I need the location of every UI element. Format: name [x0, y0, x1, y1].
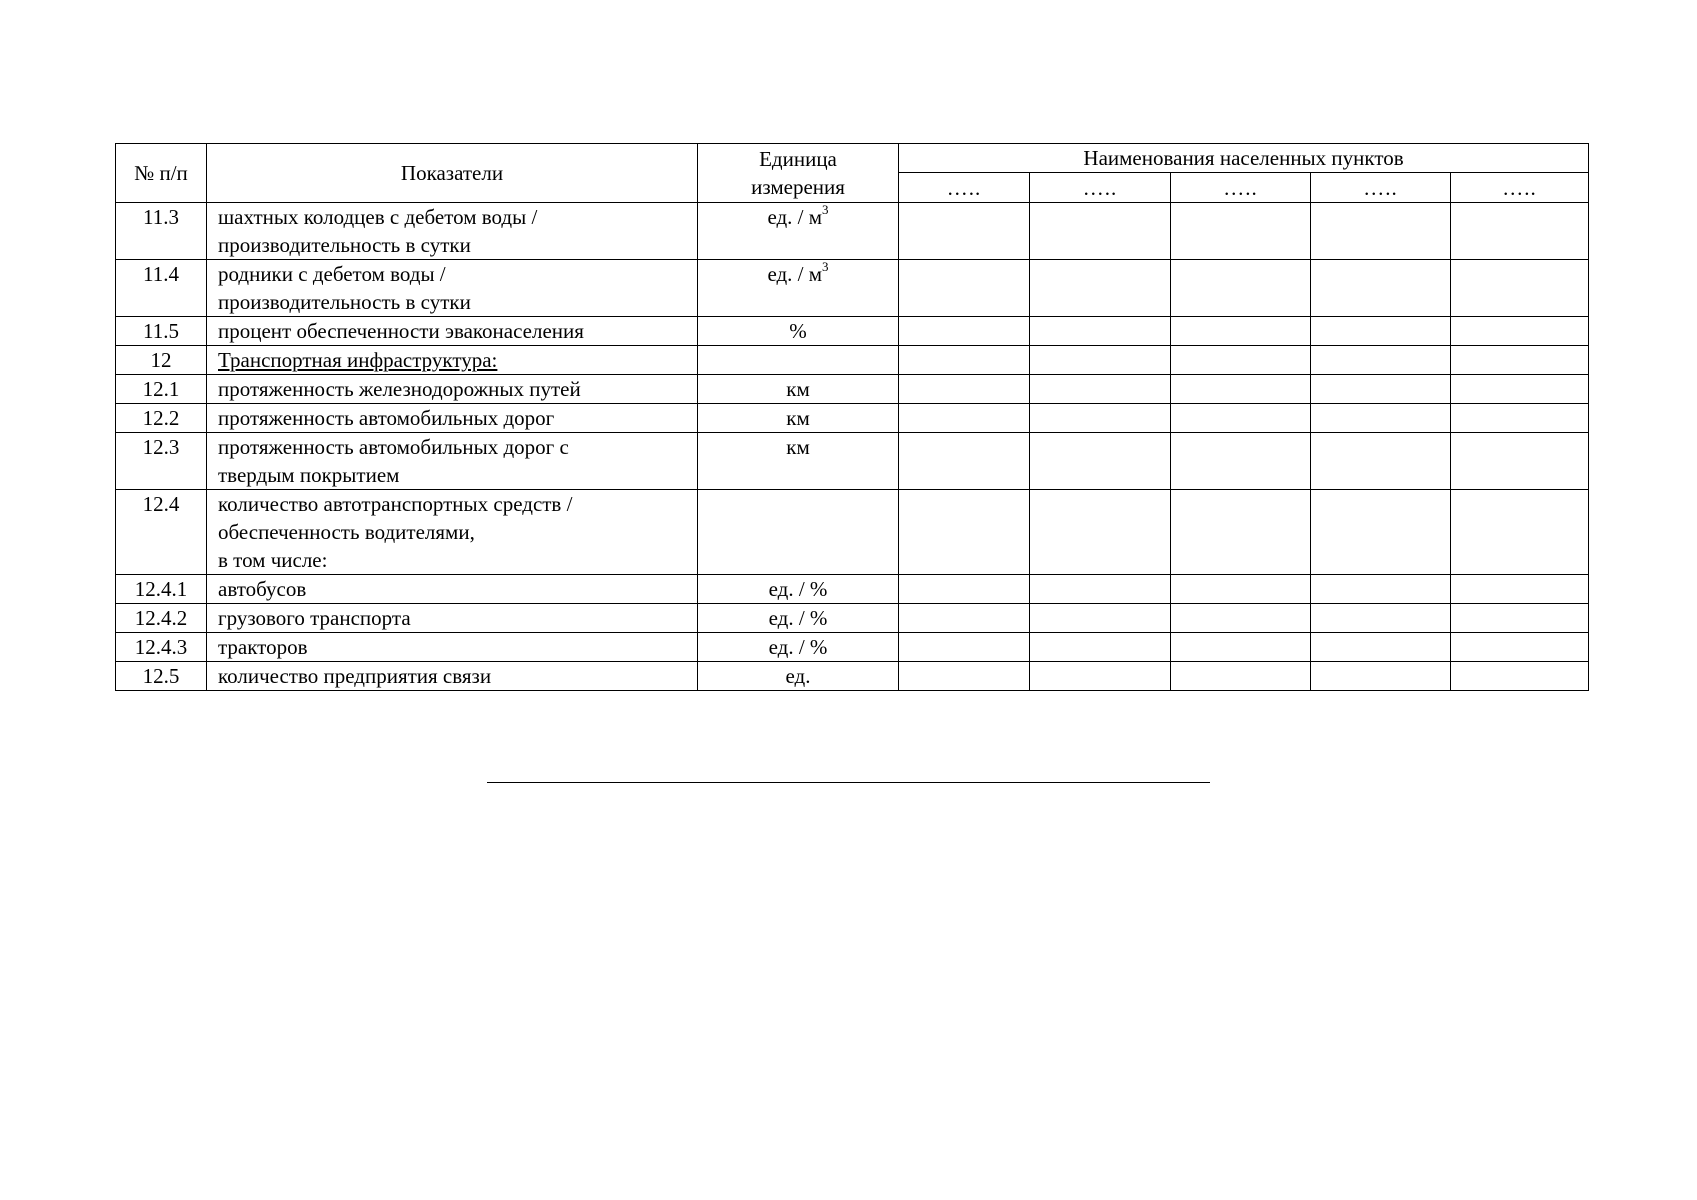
- unit-text: ед. / %: [768, 577, 828, 601]
- indicator-line: [218, 346, 697, 374]
- settlement-value-cell[interactable]: [1030, 404, 1171, 433]
- row-unit: [698, 317, 899, 346]
- row-indicator: [207, 433, 698, 490]
- row-unit: [698, 604, 899, 633]
- settlement-value-cell[interactable]: [1311, 404, 1451, 433]
- settlement-value-cell[interactable]: [1311, 260, 1451, 317]
- settlement-value-cell[interactable]: [1171, 317, 1311, 346]
- settlement-value-cell[interactable]: [899, 317, 1030, 346]
- settlement-value-cell[interactable]: [899, 604, 1030, 633]
- settlement-value-cell[interactable]: [899, 575, 1030, 604]
- settlement-value-cell[interactable]: [1451, 404, 1589, 433]
- header-unit-line2: измерения: [751, 175, 845, 199]
- table-row: [116, 633, 1589, 662]
- row-number: 12.5: [116, 662, 207, 691]
- row-number: 12.4.3: [116, 633, 207, 662]
- row-number: 12.2: [116, 404, 207, 433]
- settlement-value-cell[interactable]: [1451, 433, 1589, 490]
- settlement-value-cell[interactable]: [899, 433, 1030, 490]
- settlement-value-cell[interactable]: [1451, 346, 1589, 375]
- table-header: [116, 144, 1589, 203]
- unit-text: км: [786, 435, 810, 459]
- settlement-placeholder: …..: [899, 173, 1030, 203]
- unit-text: ед. / %: [768, 635, 828, 659]
- indicator-line: твердым покрытием: [218, 463, 400, 487]
- settlement-value-cell[interactable]: [1030, 662, 1171, 691]
- indicator-line: процент обеспеченности эваконаселения: [218, 319, 584, 343]
- settlement-value-cell[interactable]: [1451, 317, 1589, 346]
- settlement-value-cell[interactable]: [1171, 662, 1311, 691]
- header-indicator: Показатели: [207, 144, 698, 203]
- settlement-value-cell[interactable]: [1030, 317, 1171, 346]
- settlement-placeholder: …..: [1171, 173, 1311, 203]
- settlement-value-cell[interactable]: [1311, 490, 1451, 575]
- row-indicator: [207, 346, 698, 375]
- settlement-value-cell[interactable]: [899, 633, 1030, 662]
- settlement-value-cell[interactable]: [1030, 375, 1171, 404]
- settlement-value-cell[interactable]: [899, 260, 1030, 317]
- settlement-value-cell[interactable]: [1030, 433, 1171, 490]
- indicators-table: [115, 143, 1589, 691]
- settlement-value-cell[interactable]: [899, 662, 1030, 691]
- table-row: [116, 317, 1589, 346]
- table-body: [116, 203, 1589, 691]
- row-unit: [698, 346, 899, 375]
- row-unit: [698, 433, 899, 490]
- settlement-placeholder: …..: [1030, 173, 1171, 203]
- row-number: 11.3: [116, 203, 207, 260]
- table-row: [116, 490, 1589, 575]
- row-indicator: [207, 317, 698, 346]
- settlement-value-cell[interactable]: [1030, 346, 1171, 375]
- unit-text: ед.: [785, 664, 811, 688]
- settlement-value-cell[interactable]: [1030, 633, 1171, 662]
- settlement-value-cell[interactable]: [1311, 203, 1451, 260]
- settlement-value-cell[interactable]: [1451, 203, 1589, 260]
- settlement-value-cell[interactable]: [1311, 633, 1451, 662]
- row-unit: [698, 404, 899, 433]
- indicator-line: автобусов: [218, 577, 307, 601]
- table-row: [116, 404, 1589, 433]
- settlement-value-cell[interactable]: [899, 346, 1030, 375]
- indicator-line: количество предприятия связи: [218, 664, 492, 688]
- row-indicator: [207, 490, 698, 575]
- settlement-value-cell[interactable]: [1451, 575, 1589, 604]
- row-number: 11.5: [116, 317, 207, 346]
- indicator-line: обеспеченность водителями,: [218, 520, 475, 544]
- table-row: [116, 604, 1589, 633]
- settlement-value-cell[interactable]: [1311, 604, 1451, 633]
- row-number: 12.4.2: [116, 604, 207, 633]
- row-unit: [698, 575, 899, 604]
- indicator-line: в том числе:: [218, 548, 328, 572]
- settlement-value-cell[interactable]: [899, 375, 1030, 404]
- row-indicator: [207, 575, 698, 604]
- settlement-value-cell[interactable]: [1171, 203, 1311, 260]
- settlement-value-cell[interactable]: [1030, 575, 1171, 604]
- indicator-line: производительность в сутки: [218, 233, 471, 257]
- row-indicator: [207, 662, 698, 691]
- indicator-line: родники с дебетом воды /: [218, 262, 446, 286]
- settlement-value-cell[interactable]: [899, 203, 1030, 260]
- row-unit: [698, 633, 899, 662]
- indicator-line: количество автотранспортных средств /: [218, 492, 573, 516]
- indicator-line: шахтных колодцев с дебетом воды /: [218, 205, 538, 229]
- unit-superscript: 3: [822, 202, 829, 217]
- row-unit: [698, 260, 899, 317]
- settlement-value-cell[interactable]: [1171, 633, 1311, 662]
- table-row: [116, 346, 1589, 375]
- settlement-value-cell[interactable]: [1171, 575, 1311, 604]
- settlement-value-cell[interactable]: [1451, 260, 1589, 317]
- settlement-value-cell[interactable]: [1171, 490, 1311, 575]
- unit-text: %: [789, 319, 807, 343]
- header-row-1: [116, 144, 1589, 173]
- indicator-line: грузового транспорта: [218, 606, 411, 630]
- row-indicator: [207, 203, 698, 260]
- indicator-line: протяженность автомобильных дорог с: [218, 435, 569, 459]
- settlement-value-cell[interactable]: [1311, 346, 1451, 375]
- header-unit-line1: Единица: [759, 147, 837, 171]
- row-number: 12.4.1: [116, 575, 207, 604]
- header-num: № п/п: [116, 144, 207, 203]
- settlement-value-cell[interactable]: [1311, 433, 1451, 490]
- row-number: 12.3: [116, 433, 207, 490]
- row-unit: [698, 375, 899, 404]
- table-row: [116, 375, 1589, 404]
- indicator-line: тракторов: [218, 635, 308, 659]
- settlement-placeholder: …..: [1451, 173, 1589, 203]
- settlement-value-cell[interactable]: [1030, 604, 1171, 633]
- settlement-value-cell[interactable]: [1030, 260, 1171, 317]
- settlement-value-cell[interactable]: [1171, 404, 1311, 433]
- row-unit: [698, 203, 899, 260]
- settlement-value-cell[interactable]: [1171, 433, 1311, 490]
- unit-text: ед. / м: [767, 262, 823, 286]
- settlement-value-cell[interactable]: [1030, 490, 1171, 575]
- row-indicator: [207, 604, 698, 633]
- indicator-line: протяженность автомобильных дорог: [218, 406, 555, 430]
- table-row: [116, 203, 1589, 260]
- header-settlements: Наименования населенных пунктов: [899, 144, 1589, 173]
- settlement-value-cell[interactable]: [1451, 375, 1589, 404]
- settlement-value-cell[interactable]: [899, 404, 1030, 433]
- settlement-value-cell[interactable]: [1311, 575, 1451, 604]
- row-number: 12: [116, 346, 207, 375]
- header-unit: [698, 144, 899, 203]
- settlement-value-cell[interactable]: [1030, 203, 1171, 260]
- row-indicator: [207, 633, 698, 662]
- unit-text: км: [786, 406, 810, 430]
- settlement-value-cell[interactable]: [1171, 375, 1311, 404]
- bottom-divider: [487, 782, 1210, 783]
- settlement-value-cell[interactable]: [1451, 604, 1589, 633]
- unit-text: км: [786, 377, 810, 401]
- settlement-value-cell[interactable]: [1451, 662, 1589, 691]
- indicator-line: протяженность железнодорожных путей: [218, 377, 581, 401]
- settlement-value-cell[interactable]: [1451, 490, 1589, 575]
- table-row: [116, 260, 1589, 317]
- settlement-value-cell[interactable]: [1451, 633, 1589, 662]
- settlement-value-cell[interactable]: [1311, 317, 1451, 346]
- row-indicator: [207, 375, 698, 404]
- indicator-line: производительность в сутки: [218, 290, 471, 314]
- settlement-value-cell[interactable]: [1311, 662, 1451, 691]
- row-number: 12.4: [116, 490, 207, 575]
- settlement-value-cell[interactable]: [1171, 346, 1311, 375]
- row-number: 11.4: [116, 260, 207, 317]
- settlement-value-cell[interactable]: [899, 490, 1030, 575]
- table-row: [116, 575, 1589, 604]
- section-title: Транспортная инфраструктура:: [218, 348, 498, 372]
- table-row: [116, 433, 1589, 490]
- settlement-value-cell[interactable]: [1171, 604, 1311, 633]
- row-unit: [698, 662, 899, 691]
- table-row: [116, 662, 1589, 691]
- row-unit: [698, 490, 899, 575]
- unit-text: ед. / м: [767, 205, 823, 229]
- row-number: 12.1: [116, 375, 207, 404]
- unit-superscript: 3: [822, 259, 829, 274]
- settlement-value-cell[interactable]: [1171, 260, 1311, 317]
- unit-text: ед. / %: [768, 606, 828, 630]
- settlement-placeholder: …..: [1311, 173, 1451, 203]
- row-indicator: [207, 260, 698, 317]
- row-indicator: [207, 404, 698, 433]
- settlement-value-cell[interactable]: [1311, 375, 1451, 404]
